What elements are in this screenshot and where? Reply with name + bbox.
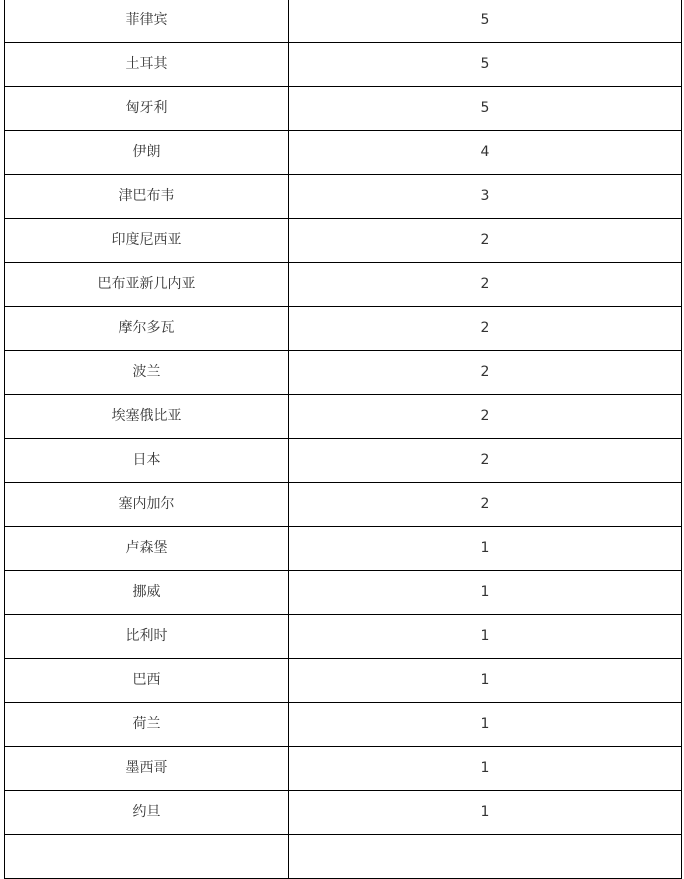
country-cell: 匈牙利 — [5, 87, 289, 131]
table-row — [5, 527, 682, 571]
country-count-table-wrapper — [4, 0, 681, 879]
count-cell: 2 — [289, 263, 682, 307]
table-row — [5, 703, 682, 747]
table-row — [5, 351, 682, 395]
country-cell: 塞内加尔 — [5, 483, 289, 527]
table-row — [5, 219, 682, 263]
country-cell: 比利时 — [5, 615, 289, 659]
count-cell: 5 — [289, 0, 682, 43]
table-row — [5, 571, 682, 615]
country-cell: 埃塞俄比亚 — [5, 395, 289, 439]
count-cell: 1 — [289, 527, 682, 571]
country-cell: 卢森堡 — [5, 527, 289, 571]
table-row — [5, 835, 682, 879]
count-cell: 3 — [289, 175, 682, 219]
count-cell: 2 — [289, 307, 682, 351]
table-row — [5, 131, 682, 175]
country-cell: 菲律宾 — [5, 0, 289, 43]
table-row — [5, 87, 682, 131]
country-cell: 波兰 — [5, 351, 289, 395]
country-count-table — [4, 0, 682, 879]
country-cell: 巴西 — [5, 659, 289, 703]
table-row — [5, 439, 682, 483]
table-row — [5, 791, 682, 835]
country-cell: 摩尔多瓦 — [5, 307, 289, 351]
count-cell: 5 — [289, 43, 682, 87]
count-cell: 2 — [289, 439, 682, 483]
country-cell: 墨西哥 — [5, 747, 289, 791]
table-row — [5, 747, 682, 791]
count-cell: 1 — [289, 703, 682, 747]
count-cell: 2 — [289, 395, 682, 439]
count-cell: 2 — [289, 219, 682, 263]
table-row — [5, 395, 682, 439]
table-row — [5, 659, 682, 703]
count-cell: 1 — [289, 747, 682, 791]
country-cell: 巴布亚新几内亚 — [5, 263, 289, 307]
table-row — [5, 43, 682, 87]
count-cell: 4 — [289, 131, 682, 175]
count-cell: 1 — [289, 571, 682, 615]
table-row — [5, 175, 682, 219]
country-cell: 津巴布韦 — [5, 175, 289, 219]
count-cell: 1 — [289, 659, 682, 703]
country-cell: 荷兰 — [5, 703, 289, 747]
table-row — [5, 0, 682, 43]
country-cell — [5, 835, 289, 879]
country-cell: 挪威 — [5, 571, 289, 615]
count-cell: 1 — [289, 791, 682, 835]
table-row — [5, 483, 682, 527]
country-cell: 印度尼西亚 — [5, 219, 289, 263]
table-row — [5, 615, 682, 659]
country-cell: 土耳其 — [5, 43, 289, 87]
country-cell: 约旦 — [5, 791, 289, 835]
table-row — [5, 307, 682, 351]
count-cell: 5 — [289, 87, 682, 131]
count-cell: 2 — [289, 483, 682, 527]
country-cell: 日本 — [5, 439, 289, 483]
table-body — [5, 0, 682, 879]
count-cell — [289, 835, 682, 879]
country-cell: 伊朗 — [5, 131, 289, 175]
count-cell: 2 — [289, 351, 682, 395]
count-cell: 1 — [289, 615, 682, 659]
table-row — [5, 263, 682, 307]
